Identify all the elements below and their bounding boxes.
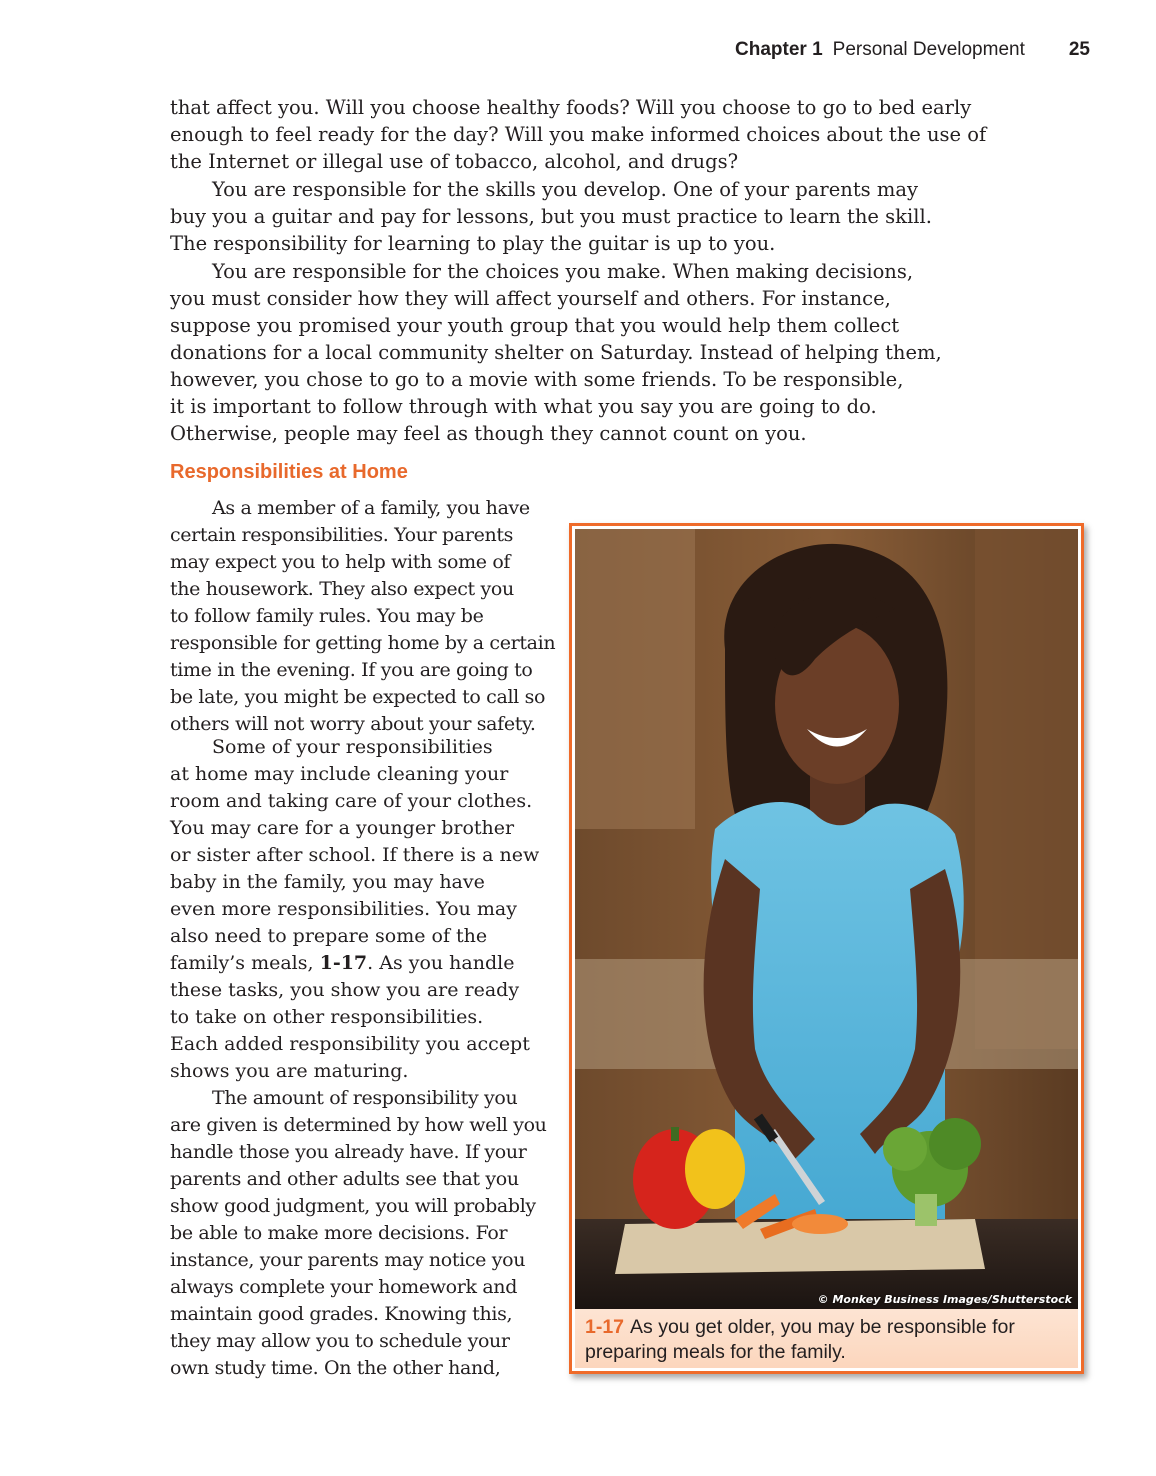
text-line: room and taking care of your clothes. xyxy=(170,790,533,812)
text-line: own study time. On the other hand, xyxy=(170,1357,501,1379)
text-line: however, you chose to go to a movie with some friends. To be responsible, xyxy=(170,368,904,391)
figure-reference: 1-17 xyxy=(319,952,368,974)
text-line: suppose you promised your youth group that you would help them collect xyxy=(170,314,900,337)
paragraph-3 xyxy=(170,258,940,447)
column-paragraph-1 xyxy=(170,495,556,738)
text-line: Each added responsibility you accept xyxy=(170,1033,530,1055)
text-line: it is important to follow through with what you say you are going to do. xyxy=(170,395,877,418)
broccoli xyxy=(929,1118,981,1170)
text-line: Some of your responsibilities xyxy=(212,736,493,758)
text-line: The responsibility for learning to play the guitar is up to you. xyxy=(170,232,776,255)
figure-1-17 xyxy=(569,523,1084,1374)
chapter-label: Chapter 1 xyxy=(735,39,823,60)
text-line: be late, you might be expected to call so xyxy=(170,686,546,708)
text-line: to take on other responsibilities. xyxy=(170,1006,484,1028)
text-line: to follow family rules. You may be xyxy=(170,605,484,627)
text-line: donations for a local community shelter on Saturday. Instead of helping them, xyxy=(170,341,942,364)
text-line: Otherwise, people may feel as though they cannot count on you. xyxy=(170,422,807,445)
paragraph-1 xyxy=(170,94,987,175)
text-line: As a member of a family, you have xyxy=(212,497,530,519)
text-line: these tasks, you show you are ready xyxy=(170,979,520,1001)
text-line: they may allow you to schedule your xyxy=(170,1330,510,1352)
broccoli-stem xyxy=(915,1194,937,1226)
figure-caption xyxy=(575,1309,1078,1368)
page-number: 25 xyxy=(1068,39,1090,60)
photo-illustration xyxy=(575,529,1078,1309)
text-line: certain responsibilities. Your parents xyxy=(170,524,514,546)
section-heading: Responsibilities at Home xyxy=(170,461,408,483)
text-line: the Internet or illegal use of tobacco, alcohol, and drugs? xyxy=(170,150,739,173)
text-fragment: family’s meals, xyxy=(170,952,320,974)
text-line: may expect you to help with some of xyxy=(170,551,511,573)
text-line: You are responsible for the skills you develop. One of your parents may xyxy=(212,178,918,201)
text-line: always complete your homework and xyxy=(170,1276,518,1298)
pepper-stem xyxy=(671,1127,679,1141)
text-line: others will not worry about your safety. xyxy=(170,713,536,735)
column-paragraph-3 xyxy=(170,1085,550,1382)
text-line: show good judgment, you will probably xyxy=(170,1195,536,1217)
text-line: enough to feel ready for the day? Will you make informed choices about the use of xyxy=(170,123,987,146)
figure-photo xyxy=(575,529,1078,1309)
text-line: time in the evening. If you are going to xyxy=(170,659,533,681)
caption-number: 1-17 xyxy=(585,1316,625,1338)
broccoli xyxy=(883,1127,927,1171)
caption-text: As you get older, you may be responsible for xyxy=(630,1316,1015,1338)
text-line: the housework. They also expect you xyxy=(170,578,514,600)
chapter-title: Personal Development xyxy=(832,39,1025,60)
text-line: The amount of responsibility you xyxy=(212,1087,518,1109)
text-line-with-figure-reference xyxy=(170,950,550,977)
text-fragment: . As you handle xyxy=(367,952,515,974)
chopped-carrots xyxy=(792,1214,848,1234)
photo-credit: © Monkey Business Images/Shutterstock xyxy=(817,1293,1072,1306)
text-line: shows you are maturing. xyxy=(170,1060,409,1082)
column-paragraph-2 xyxy=(170,734,550,1085)
text-line: baby in the family, you may have xyxy=(170,871,485,893)
text-line: buy you a guitar and pay for lessons, but you must practice to learn the skill. xyxy=(170,205,932,228)
text-line: handle those you already have. If your xyxy=(170,1141,527,1163)
text-line: instance, your parents may notice you xyxy=(170,1249,526,1271)
text-line: maintain good grades. Knowing this, xyxy=(170,1303,513,1325)
text-line: are given is determined by how well you xyxy=(170,1114,547,1136)
text-line: at home may include cleaning your xyxy=(170,763,509,785)
text-line: be able to make more decisions. For xyxy=(170,1222,508,1244)
cabinet-left xyxy=(575,529,695,829)
text-line: responsible for getting home by a certain xyxy=(170,632,556,654)
text-line: parents and other adults see that you xyxy=(170,1168,519,1190)
text-line: that affect you. Will you choose healthy foods? Will you choose to go to bed early xyxy=(170,96,972,119)
text-line: even more responsibilities. You may xyxy=(170,898,517,920)
caption-line xyxy=(585,1315,1068,1340)
paragraph-2 xyxy=(170,176,940,257)
text-line: You may care for a younger brother xyxy=(170,817,515,839)
text-line: also need to prepare some of the xyxy=(170,925,488,947)
running-header xyxy=(735,39,1090,61)
yellow-pepper xyxy=(685,1129,745,1209)
text-line: you must consider how they will affect yourself and others. For instance, xyxy=(170,287,891,310)
text-line: or sister after school. If there is a new xyxy=(170,844,540,866)
text-line: You are responsible for the choices you make. When making decisions, xyxy=(212,260,914,283)
caption-line: preparing meals for the family. xyxy=(585,1341,846,1363)
